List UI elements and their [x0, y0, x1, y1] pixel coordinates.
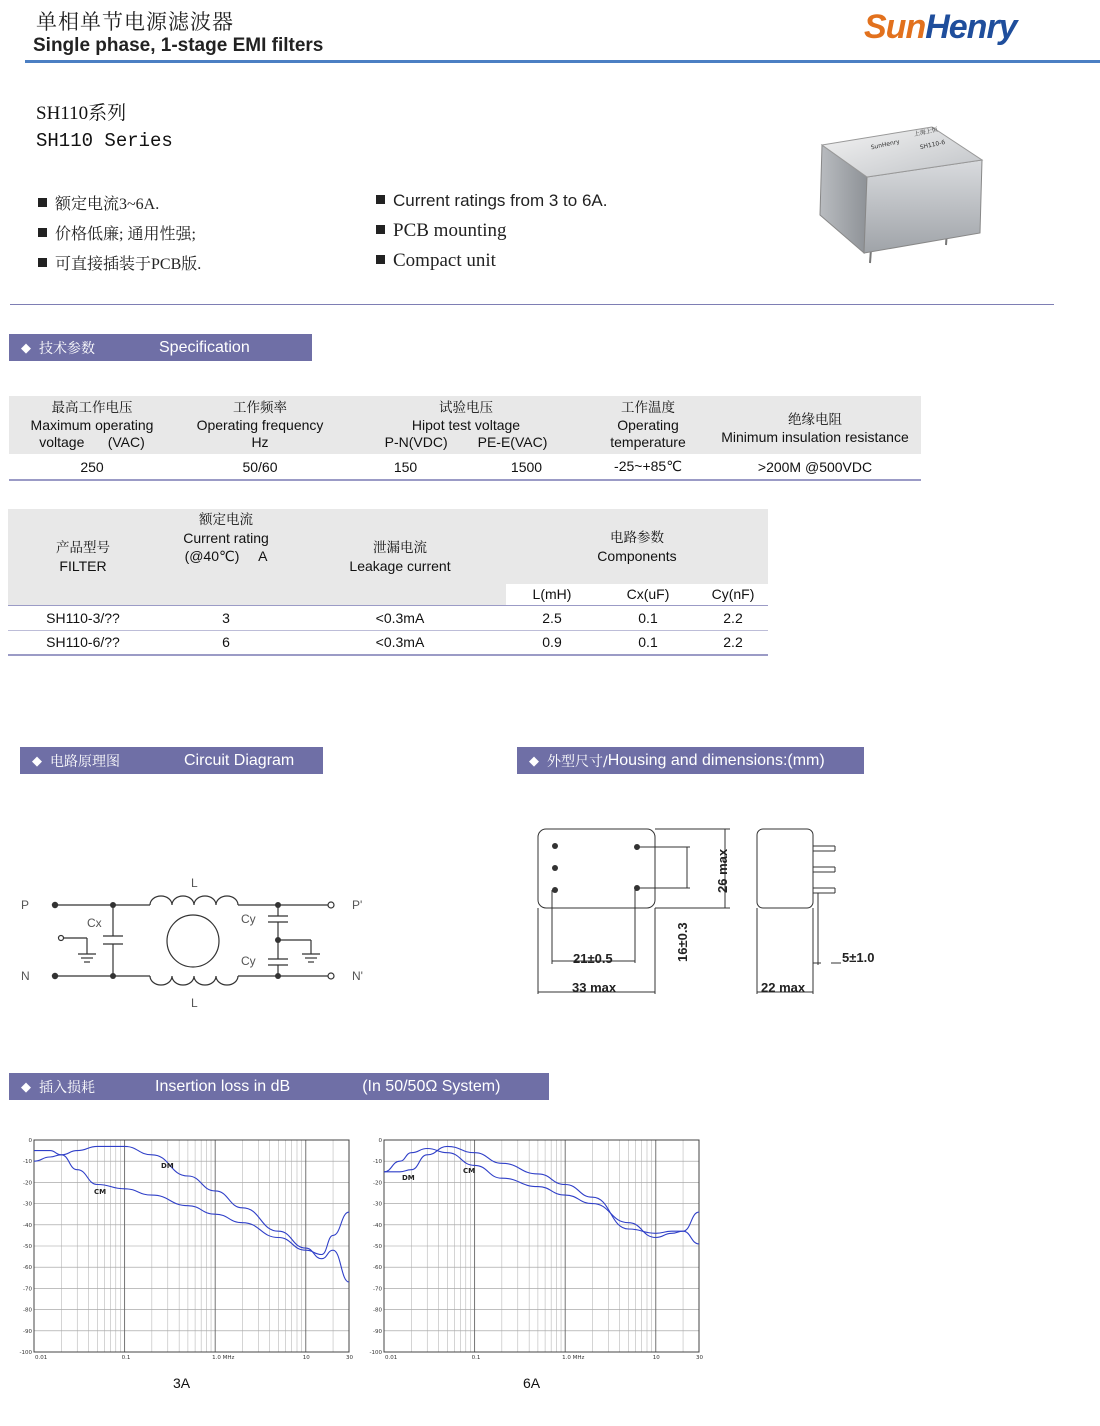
y-tick-label: 0 — [28, 1138, 32, 1144]
y-tick-label: -70 — [373, 1286, 382, 1293]
series-label-cm: CM — [463, 1167, 476, 1175]
series-label-cm: CM — [94, 1188, 107, 1196]
model-table — [8, 509, 768, 656]
y-tick-label: -20 — [23, 1180, 32, 1187]
y-tick-label: -10 — [23, 1159, 32, 1166]
product-photo — [812, 105, 1002, 270]
series-label-dm: DM — [161, 1162, 174, 1170]
x-tick-label: 0.01 — [385, 1355, 398, 1361]
spec-header-hipot: 试验电压 Hipot test voltage P-N(VDC) PE-E(VAC) — [384, 399, 548, 450]
section-bar-housing: ◆ 外型尺寸/ Housing and dimensions:(mm) — [517, 747, 864, 774]
brand-logo — [864, 8, 1017, 47]
series-label-dm: DM — [402, 1174, 415, 1182]
circuit-label-cx: Cx — [87, 916, 102, 930]
feature-en-1: Current ratings from 3 to 6A. — [376, 191, 607, 211]
y-tick-label: -80 — [373, 1307, 382, 1314]
spec-header-voltage: 最高工作电压 Maximum operating voltage (VAC) — [30, 399, 154, 450]
diamond-icon: ◆ — [21, 339, 31, 355]
page-title-en: Single phase, 1-stage EMI filters — [33, 35, 324, 56]
y-tick-label: -30 — [373, 1201, 382, 1208]
section-bar-spec: ◆ 技术参数 Specification — [9, 334, 312, 361]
dim-26: 26 max — [715, 848, 730, 893]
model-header-current: 额定电流 Current rating (@40℃) A — [183, 512, 269, 564]
diamond-icon: ◆ — [529, 752, 539, 768]
dim-33: 33 max — [572, 980, 617, 995]
x-tick-label: 10 — [302, 1355, 310, 1361]
spec-table — [9, 396, 921, 481]
feature-en-2: PCB mounting — [376, 220, 507, 242]
spec-value-voltage: 250 — [80, 458, 104, 475]
y-tick-label: -50 — [373, 1244, 382, 1250]
table-row: SH110-6/?? 6 <0.3mA 0.9 0.1 2.2 — [8, 630, 768, 655]
insertion-loss-chart-3a — [14, 1132, 354, 1364]
y-tick-label: -70 — [23, 1286, 32, 1293]
features-divider — [10, 304, 1054, 305]
diamond-icon: ◆ — [32, 752, 42, 768]
x-tick-label: 1.0 MHz — [562, 1355, 585, 1361]
model-header-filter: 产品型号 FILTER — [56, 539, 110, 574]
spec-value-pe: 1500 — [510, 458, 543, 475]
y-tick-label: 0 — [378, 1138, 382, 1144]
circuit-label-n-out: N' — [352, 969, 363, 983]
y-tick-label: -80 — [23, 1307, 32, 1314]
y-tick-label: -60 — [373, 1265, 382, 1272]
spec-value-frequency: 50/60 — [242, 458, 278, 475]
dim-5: 5±1.0 — [842, 950, 875, 965]
circuit-label-p: P — [21, 898, 30, 912]
spec-header-insulation: 绝缘电阻 Minimum insulation resistance — [721, 412, 909, 445]
x-tick-label: 30 — [346, 1355, 353, 1361]
series-name-en: SH110 Series — [36, 130, 173, 152]
y-tick-label: -90 — [23, 1328, 32, 1335]
y-tick-label: -50 — [23, 1244, 32, 1250]
dim-21: 21±0.5 — [573, 951, 613, 966]
spec-values-row — [9, 454, 921, 480]
y-tick-label: -20 — [373, 1180, 382, 1187]
circuit-label-cy-top: Cy — [241, 912, 256, 926]
series-name-cn: SH110系列 — [36, 103, 127, 124]
x-tick-label: 0.1 — [121, 1355, 131, 1361]
table-row: SH110-3/?? 3 <0.3mA 2.5 0.1 2.2 — [8, 605, 768, 630]
photo-label-3: SH110-6 — [919, 138, 946, 152]
dim-22: 22 max — [761, 980, 806, 995]
model-header-l: L(mH) — [506, 584, 598, 605]
chart-grid — [34, 1140, 349, 1352]
x-tick-label: 10 — [652, 1355, 660, 1361]
circuit-label-cy-bottom: Cy — [241, 954, 256, 968]
photo-label-2: 上海上恒 — [913, 126, 939, 139]
y-tick-label: -40 — [373, 1222, 382, 1229]
photo-label-1: SunHenry — [870, 138, 901, 152]
page-title-cn: 单相单节电源滤波器 — [36, 10, 234, 34]
feature-cn-3: 可直接插装于PCB版. — [38, 251, 201, 274]
y-tick-label: -30 — [23, 1201, 32, 1208]
dim-16: 16±0.3 — [675, 922, 690, 962]
model-header-cx: Cx(uF) — [598, 584, 698, 605]
x-tick-label: 0.01 — [35, 1355, 48, 1361]
model-header-leakage: 泄漏电流 Leakage current — [349, 539, 451, 574]
y-tick-label: -10 — [373, 1159, 382, 1166]
y-tick-label: -90 — [373, 1328, 382, 1335]
x-tick-label: 30 — [696, 1355, 703, 1361]
feature-cn-1: 额定电流3~6A. — [38, 191, 159, 214]
chart-grid — [384, 1140, 699, 1352]
circuit-label-l-bottom: L — [191, 996, 198, 1010]
circuit-label-p-out: P' — [352, 898, 363, 912]
circuit-label-l-top: L — [191, 876, 198, 890]
section-bar-insertion: ◆ 插入损耗 Insertion loss in dB (In 50/50Ω System) — [9, 1073, 549, 1100]
model-header-cy: Cy(nF) — [698, 584, 768, 605]
spec-header-temperature: 工作温度 Operating temperature — [610, 399, 686, 450]
y-tick-label: -100 — [19, 1350, 32, 1356]
housing-dimensions-drawing — [525, 820, 895, 1000]
model-header-components: 电路参数 Components — [597, 529, 677, 564]
diamond-icon: ◆ — [21, 1078, 31, 1094]
spec-value-insulation: >200M @500VDC — [757, 458, 873, 475]
spec-value-temperature: -25~+85℃ — [614, 458, 682, 474]
y-tick-label: -40 — [23, 1222, 32, 1229]
spec-value-pn: 150 — [393, 458, 418, 475]
logo-henry: Henry — [925, 8, 1017, 46]
x-tick-label: 1.0 MHz — [212, 1355, 235, 1361]
spec-header-frequency: 工作频率 Operating frequency Hz — [196, 399, 324, 450]
x-tick-label: 0.1 — [471, 1355, 481, 1361]
chart-caption-6a: 6A — [523, 1375, 541, 1391]
chart-caption-3a: 3A — [173, 1375, 191, 1391]
circuit-diagram — [15, 870, 385, 1015]
logo-sun: Sun — [864, 8, 926, 46]
section-bar-circuit: ◆ 电路原理图 Circuit Diagram — [20, 747, 323, 774]
feature-cn-2: 价格低廉; 通用性强; — [38, 221, 196, 244]
circuit-label-n: N — [21, 969, 30, 983]
feature-en-3: Compact unit — [376, 250, 496, 272]
y-tick-label: -60 — [23, 1265, 32, 1272]
insertion-loss-chart-6a — [364, 1132, 704, 1364]
header-divider — [25, 60, 1100, 63]
y-tick-label: -100 — [369, 1350, 382, 1356]
